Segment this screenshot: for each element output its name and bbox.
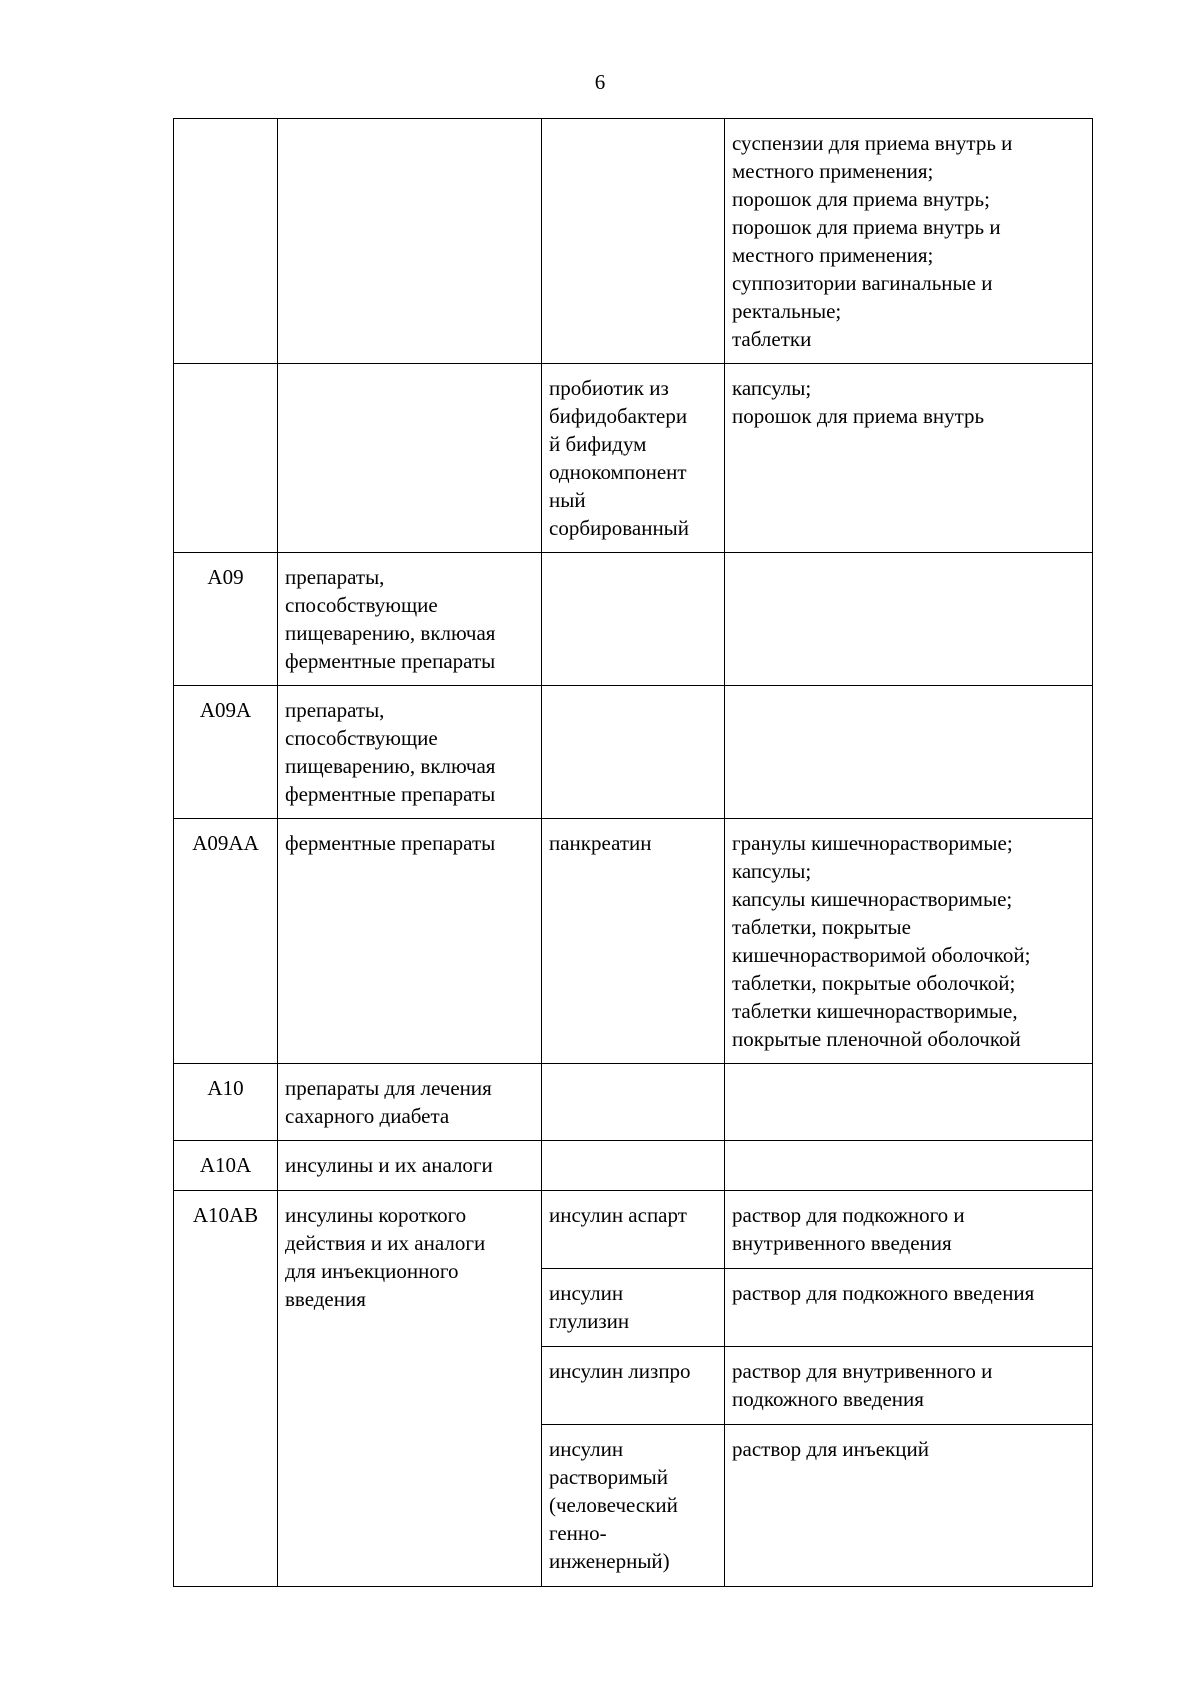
dosage-forms-cell xyxy=(725,553,1093,686)
drug-name-line: й бифидум xyxy=(549,432,647,456)
atc-name-line: пищеварению, включая xyxy=(285,621,496,645)
dosage-forms-cell xyxy=(725,119,1093,364)
dosage-form-line: внутривенного введения xyxy=(732,1231,952,1255)
atc-name-line: препараты, xyxy=(285,565,385,589)
drug-name-line: пробиотик из xyxy=(549,376,669,400)
dosage-forms-cell xyxy=(725,686,1093,819)
atc-name-line: для инъекционного xyxy=(285,1259,459,1283)
table-row xyxy=(174,686,1093,819)
dosage-form-line: покрытые пленочной оболочкой xyxy=(732,1027,1021,1051)
atc-code-cell xyxy=(174,119,278,364)
drug-name-cell xyxy=(542,119,725,364)
atc-code-cell: A09 xyxy=(174,553,278,686)
table-row xyxy=(174,553,1093,686)
drug-name-line: сорбированный xyxy=(549,516,690,540)
atc-code-cell xyxy=(174,364,278,553)
atc-name-cell xyxy=(278,1064,542,1141)
dosage-form-line: раствор для подкожного и xyxy=(732,1203,965,1227)
atc-code-cell: A09AA xyxy=(174,819,278,1064)
drug-name-cell xyxy=(542,1191,725,1269)
atc-name-cell xyxy=(278,553,542,686)
drug-name-cell xyxy=(542,1141,725,1191)
dosage-form-line: раствор для подкожного введения xyxy=(732,1281,1035,1305)
dosage-forms-cell xyxy=(725,1269,1093,1347)
atc-name-cell xyxy=(278,364,542,553)
drug-name-line: (человеческий xyxy=(549,1493,678,1517)
drug-name-cell xyxy=(542,553,725,686)
atc-code-cell: A10 xyxy=(174,1064,278,1141)
drug-name-line: однокомпонент xyxy=(549,460,687,484)
dosage-form-line: раствор для инъекций xyxy=(732,1437,929,1461)
drug-name-line: инсулин лизпро xyxy=(549,1359,691,1383)
atc-name-line: инсулины короткого xyxy=(285,1203,467,1227)
atc-name-cell xyxy=(278,1141,542,1191)
atc-name-line: ферментные препараты xyxy=(285,782,496,806)
atc-name-cell xyxy=(278,686,542,819)
dosage-form-line: ректальные; xyxy=(732,299,842,323)
atc-name-cell xyxy=(278,1191,542,1587)
drug-table xyxy=(173,118,1093,1587)
dosage-form-line: порошок для приема внутрь; xyxy=(732,187,990,211)
drug-name-cell xyxy=(542,364,725,553)
drug-name-cell xyxy=(542,1425,725,1587)
dosage-form-line: местного применения; xyxy=(732,243,934,267)
dosage-forms-cell xyxy=(725,1141,1093,1191)
dosage-forms-cell xyxy=(725,364,1093,553)
atc-name-cell xyxy=(278,819,542,1064)
dosage-form-line: капсулы кишечнорастворимые; xyxy=(732,887,1013,911)
dosage-forms-cell xyxy=(725,1425,1093,1587)
dosage-form-line: таблетки, покрытые оболочкой; xyxy=(732,971,1016,995)
drug-name-line: ный xyxy=(549,488,586,512)
table-row xyxy=(174,1064,1093,1141)
atc-name-line: инсулины и их аналоги xyxy=(285,1153,493,1177)
dosage-form-line: таблетки, покрытые xyxy=(732,915,911,939)
atc-code-cell: A10A xyxy=(174,1141,278,1191)
dosage-form-line: порошок для приема внутрь xyxy=(732,404,985,428)
drug-name-line: генно- xyxy=(549,1521,607,1545)
atc-name-line: сахарного диабета xyxy=(285,1104,450,1128)
atc-name-line: способствующие xyxy=(285,726,438,750)
drug-name-line: инженерный) xyxy=(549,1549,670,1573)
table-row xyxy=(174,119,1093,364)
atc-name-cell xyxy=(278,119,542,364)
dosage-form-line: капсулы; xyxy=(732,376,812,400)
drug-name-line: инсулин xyxy=(549,1281,624,1305)
dosage-form-line: подкожного введения xyxy=(732,1387,924,1411)
atc-name-line: введения xyxy=(285,1287,366,1311)
drug-name-line: растворимый xyxy=(549,1465,668,1489)
atc-code-cell: A09A xyxy=(174,686,278,819)
drug-name-cell xyxy=(542,1269,725,1347)
atc-name-line: ферментные препараты xyxy=(285,831,496,855)
dosage-forms-cell xyxy=(725,1347,1093,1425)
drug-name-cell xyxy=(542,1064,725,1141)
dosage-forms-cell xyxy=(725,1064,1093,1141)
table-row xyxy=(174,1141,1093,1191)
table-row xyxy=(174,364,1093,553)
dosage-form-line: капсулы; xyxy=(732,859,812,883)
drug-name-cell xyxy=(542,686,725,819)
dosage-form-line: кишечнорастворимой оболочкой; xyxy=(732,943,1031,967)
table-row xyxy=(174,1191,1093,1269)
drug-name-line: глулизин xyxy=(549,1309,630,1333)
dosage-form-line: раствор для внутривенного и xyxy=(732,1359,993,1383)
dosage-forms-cell xyxy=(725,819,1093,1064)
drug-name-cell xyxy=(542,1347,725,1425)
table-row xyxy=(174,819,1093,1064)
dosage-form-line: порошок для приема внутрь и xyxy=(732,215,1001,239)
drug-name-line: панкреатин xyxy=(549,831,652,855)
atc-name-line: способствующие xyxy=(285,593,438,617)
drug-name-line: инсулин аспарт xyxy=(549,1203,687,1227)
drug-name-line: бифидобактери xyxy=(549,404,688,428)
dosage-form-line: местного применения; xyxy=(732,159,934,183)
dosage-form-line: таблетки xyxy=(732,327,812,351)
atc-name-line: действия и их аналоги xyxy=(285,1231,486,1255)
dosage-forms-cell xyxy=(725,1191,1093,1269)
page-number: 6 xyxy=(594,70,606,94)
dosage-form-line: гранулы кишечнорастворимые; xyxy=(732,831,1013,855)
dosage-form-line: суспензии для приема внутрь и xyxy=(732,131,1013,155)
atc-code-cell: A10AB xyxy=(174,1191,278,1587)
drug-name-line: инсулин xyxy=(549,1437,624,1461)
dosage-form-line: суппозитории вагинальные и xyxy=(732,271,993,295)
dosage-form-line: таблетки кишечнорастворимые, xyxy=(732,999,1018,1023)
atc-name-line: пищеварению, включая xyxy=(285,754,496,778)
drug-name-cell xyxy=(542,819,725,1064)
atc-name-line: ферментные препараты xyxy=(285,649,496,673)
atc-name-line: препараты для лечения xyxy=(285,1076,492,1100)
atc-name-line: препараты, xyxy=(285,698,385,722)
